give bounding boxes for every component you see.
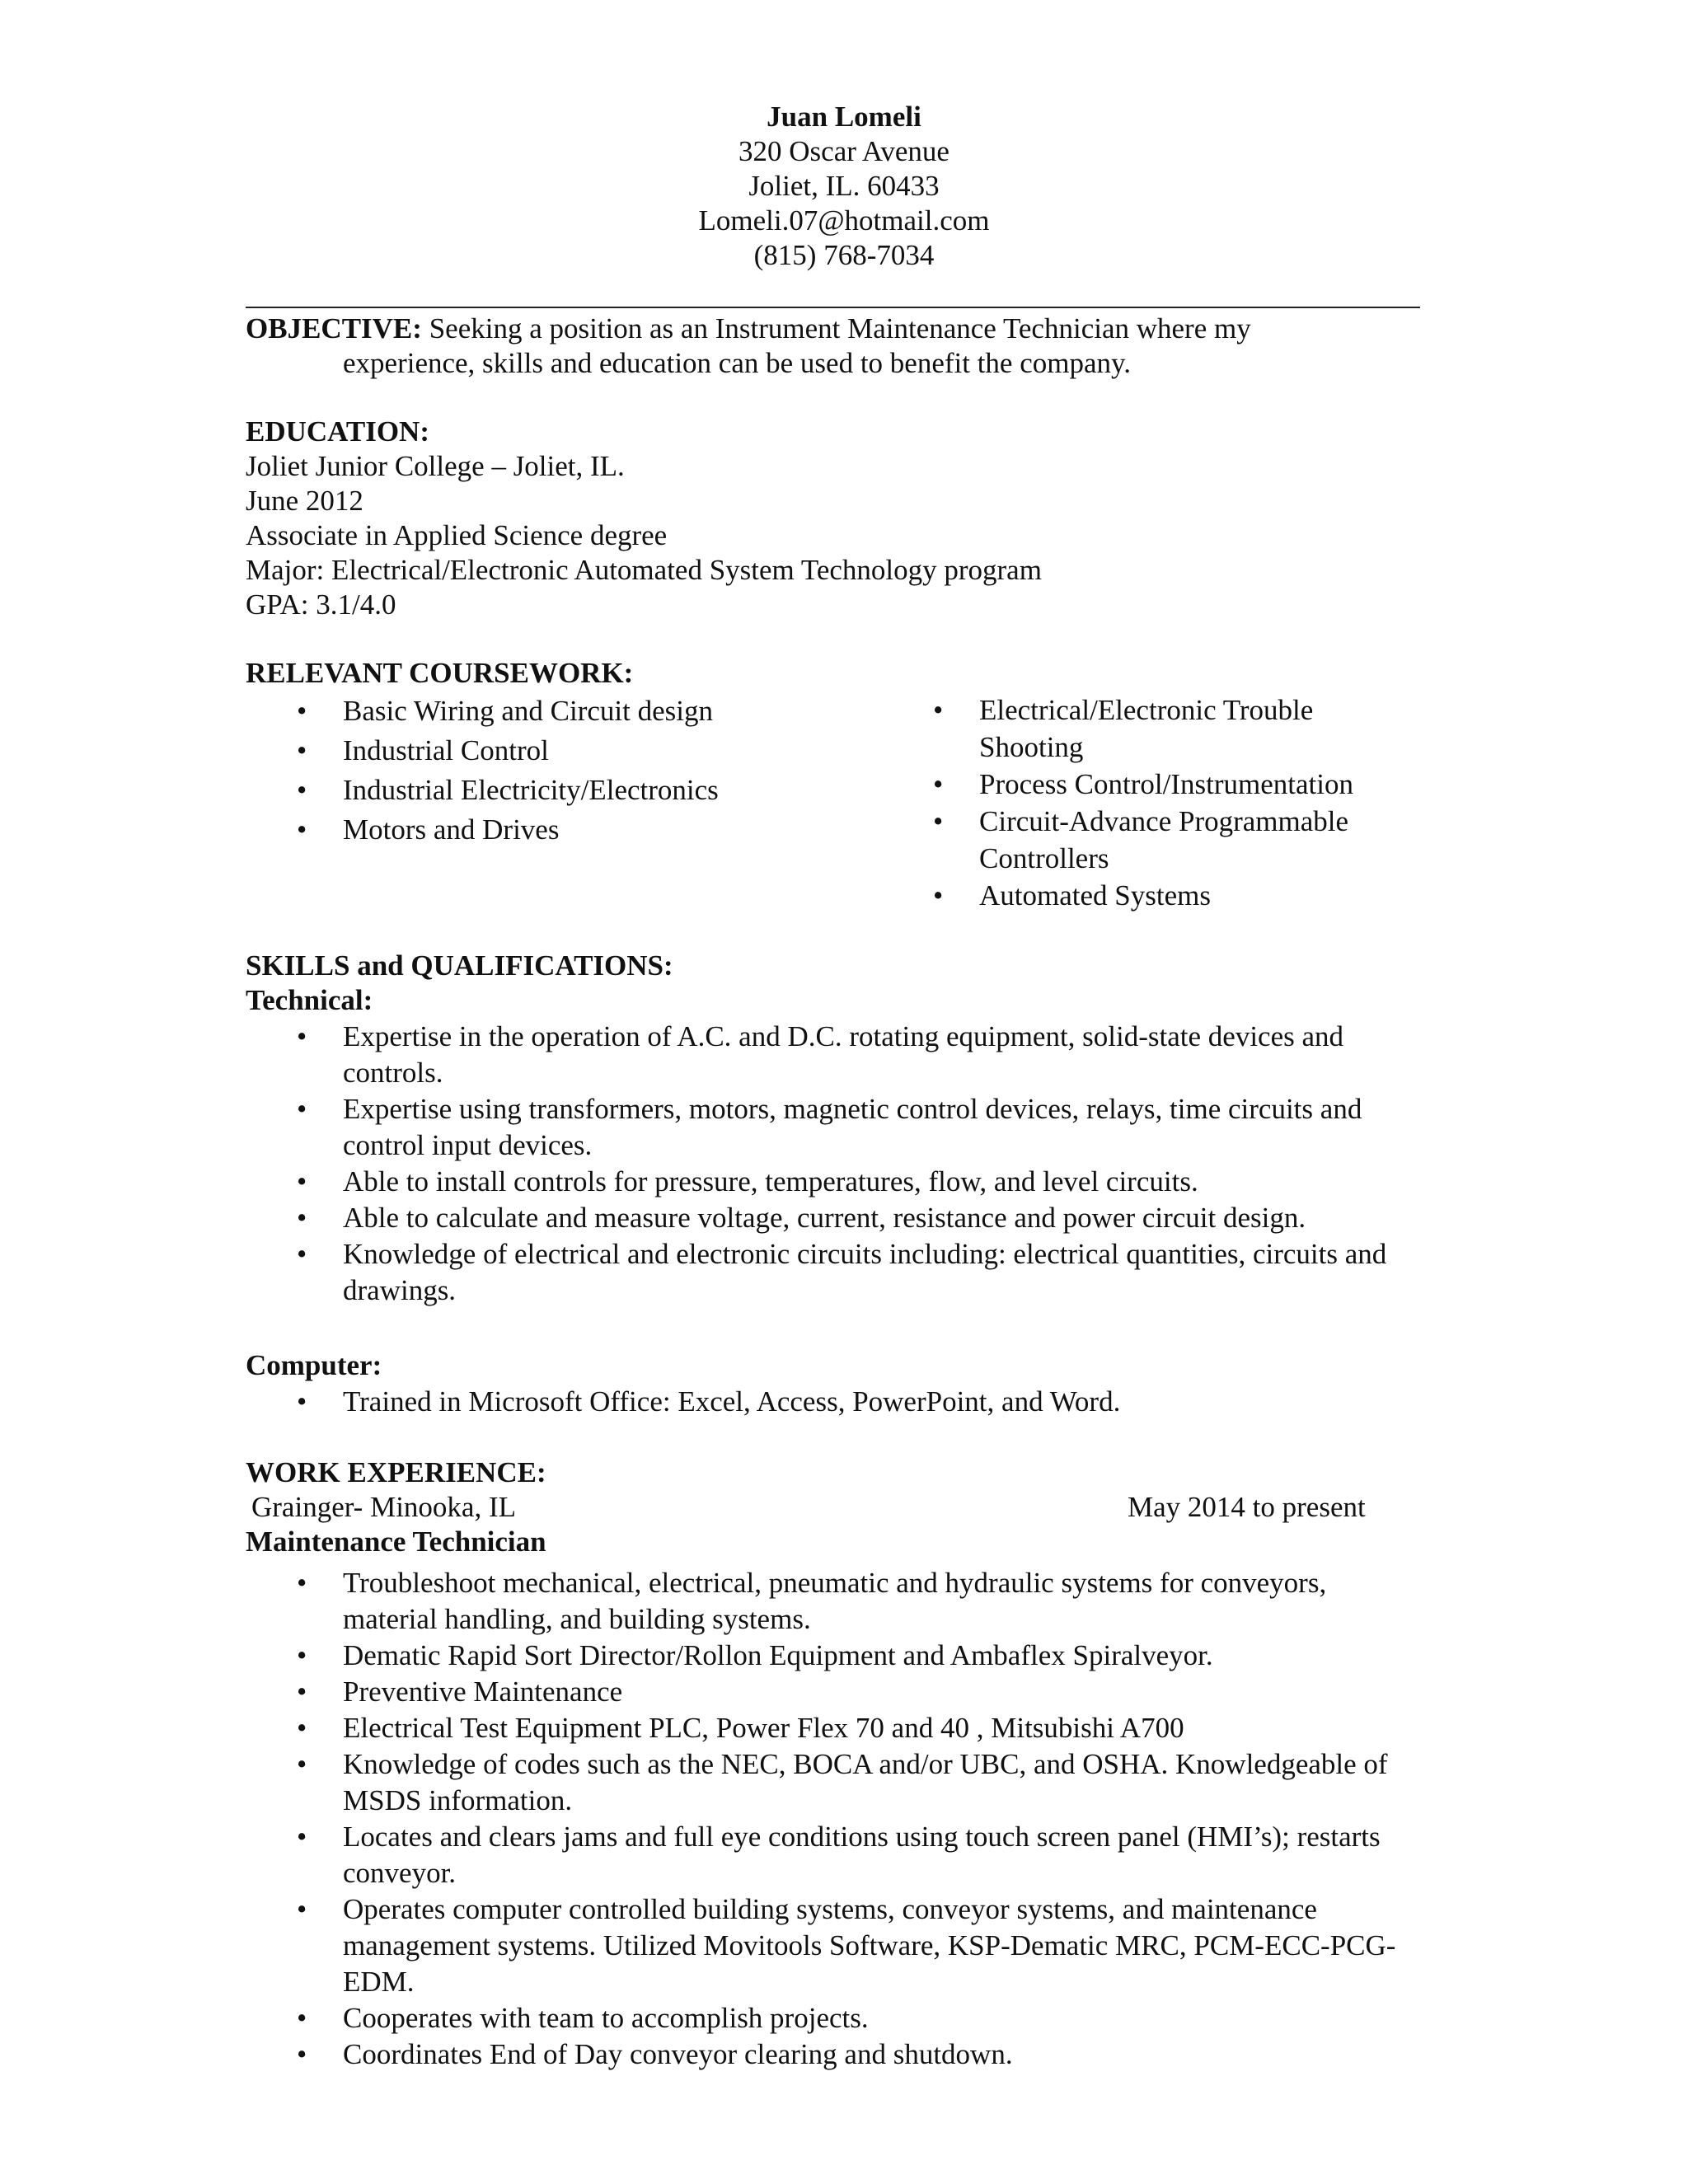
list-item: • Locates and clears jams and full eye conditions using touch screen panel (HMI’s); restarts conveyor.	[297, 1821, 1381, 1889]
list-item: • Coordinates End of Day conveyor clearing and shutdown.	[343, 2036, 1414, 2073]
technical-label: Technical:	[246, 984, 373, 1016]
bullet-icon: •	[297, 1893, 307, 1925]
street-address: 320 Oscar Avenue	[738, 135, 950, 167]
coursework-heading: RELEVANT COURSEWORK:	[246, 657, 634, 689]
list-item: • Industrial Electricity/Electronics	[343, 771, 854, 810]
list-item: • Process Control/Instrumentation	[979, 766, 1391, 803]
list-item: • Circuit-Advance Programmable Controllers	[979, 803, 1391, 877]
coursework-list-left	[297, 691, 854, 850]
bullet-icon: •	[297, 1712, 307, 1744]
list-item: • Expertise using transformers, motors, magnetic control devices, relays, time circuits and control input devices.	[297, 1093, 1362, 1161]
list-item: • Able to install controls for pressure, temperatures, flow, and level circuits.	[343, 1164, 1414, 1200]
bullet-icon: •	[297, 774, 307, 806]
bullet-icon: •	[933, 805, 944, 837]
candidate-name: Juan Lomeli	[767, 101, 921, 133]
bullet-icon: •	[297, 1093, 307, 1125]
education-degree: Associate in Applied Science degree	[246, 519, 668, 551]
bullet-icon: •	[297, 695, 307, 727]
bullet-icon: •	[297, 1238, 307, 1270]
list-item: • Preventive Maintenance	[343, 1674, 1414, 1710]
phone-number: (815) 768-7034	[753, 239, 935, 271]
list-item: • Industrial Control	[343, 731, 854, 771]
education-major: Major: Electrical/Electronic Automated System Technology program	[246, 554, 1042, 586]
list-item: • Motors and Drives	[343, 810, 854, 850]
list-item: • Automated Systems	[979, 877, 1391, 914]
bullet-icon: •	[297, 1202, 307, 1234]
header-divider	[246, 307, 1420, 308]
education-date: June 2012	[246, 485, 363, 517]
bullet-icon: •	[297, 1385, 307, 1418]
skills-heading: SKILLS and QUALIFICATIONS:	[246, 949, 673, 982]
email-address: Lomeli.07@hotmail.com	[698, 204, 990, 237]
objective-label: OBJECTIVE:	[246, 312, 422, 344]
list-item: • Dematic Rapid Sort Director/Rollon Equipment and Ambaflex Spiralveyor.	[343, 1638, 1414, 1674]
bullet-icon: •	[297, 1020, 307, 1052]
education-school: Joliet Junior College – Joliet, IL.	[246, 450, 625, 482]
work-employer: Grainger- Minooka, IL	[251, 1491, 516, 1523]
objective-line-1	[246, 310, 1251, 347]
education-heading: EDUCATION:	[246, 415, 429, 448]
bullet-icon: •	[933, 768, 944, 800]
bullet-icon: •	[297, 1165, 307, 1197]
list-item: • Expertise in the operation of A.C. and D.C. rotating equipment, solid-state devices and controls.	[297, 1020, 1344, 1089]
coursework-list-right	[933, 691, 1391, 914]
list-item: • Able to calculate and measure voltage, current, resistance and power circuit design.	[343, 1200, 1414, 1236]
list-item: • Knowledge of electrical and electronic circuits including: electrical quantities, circuits and drawings.	[297, 1238, 1387, 1306]
city-state-zip: Joliet, IL. 60433	[748, 170, 940, 202]
list-item: • Knowledge of codes such as the NEC, BOCA and/or UBC, and OSHA. Knowledgeable of MSDS information.	[297, 1748, 1388, 1816]
work-heading: WORK EXPERIENCE:	[246, 1456, 546, 1488]
list-item: • Operates computer controlled building systems, conveyor systems, and maintenance management systems. Utilized Movitools Software, KSP-Dematic MRC, PCM-ECC-PCG-EDM.	[297, 1893, 1396, 1998]
bullet-icon: •	[297, 1567, 307, 1599]
bullet-icon: •	[297, 813, 307, 846]
bullet-icon: •	[297, 1821, 307, 1853]
education-gpa: GPA: 3.1/4.0	[246, 588, 396, 621]
computer-label: Computer:	[246, 1349, 382, 1381]
work-dates: May 2014 to present	[1128, 1491, 1366, 1523]
list-item: • Electrical Test Equipment PLC, Power Flex 70 and 40 , Mitsubishi A700	[343, 1710, 1414, 1746]
objective-text-2: experience, skills and education can be used to benefit the company.	[343, 347, 1131, 379]
bullet-icon: •	[297, 2002, 307, 2034]
bullet-icon: •	[297, 2038, 307, 2070]
list-item: • Trained in Microsoft Office: Excel, Access, PowerPoint, and Word.	[343, 1384, 1414, 1420]
bullet-icon: •	[297, 1639, 307, 1671]
bullet-icon: •	[933, 879, 944, 912]
list-item: • Electrical/Electronic Trouble Shooting	[979, 691, 1391, 766]
bullet-icon: •	[297, 734, 307, 766]
work-title: Maintenance Technician	[246, 1526, 546, 1558]
objective-text-1: Seeking a position as an Instrument Maintenance Technician where my	[429, 312, 1251, 344]
list-item: • Cooperates with team to accomplish projects.	[343, 2000, 1414, 2036]
list-item: • Troubleshoot mechanical, electrical, pneumatic and hydraulic systems for conveyors, material handling, and building systems.	[297, 1567, 1327, 1635]
technical-skills-list	[297, 1019, 1414, 1309]
bullet-icon: •	[933, 694, 944, 726]
work-duties-list	[297, 1565, 1414, 2073]
bullet-icon: •	[297, 1675, 307, 1708]
list-item: • Basic Wiring and Circuit design	[343, 691, 854, 731]
computer-skills-list	[297, 1384, 1414, 1420]
bullet-icon: •	[297, 1748, 307, 1780]
